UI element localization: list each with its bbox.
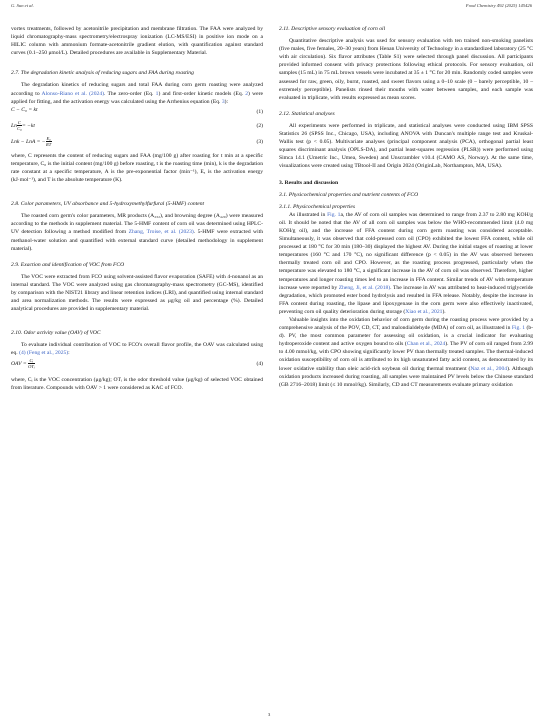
left-column: [11, 25, 263, 392]
equation-3: Lnk − LnA = − $\frac{\text{Eₐ}}{RT}$ (3): [11, 135, 263, 147]
section-2-9-paragraph: The VOC were extracted from FCO using solvent-assisted flavor evaporation (SAFE) with 4-nonanol as an internal standard. The VOC were analyzed using gas chromatography-mass spectrometry (GC-MS), identified by comparison with the NIST21 library and linear retention indices (LRI), and quantified using internal standard and area normalization methods. The results were expressed as μg/kg oil and percentage (%). Detailed analytical procedures are provided in supplementary material.: [11, 273, 263, 313]
section-3-1-1-paragraph-2: Valuable insights into the oxidation behavior of corn germ during the roasting process were provided by a comprehensive analysis of the POV, CD, CT, and malondialdehyde (MDA) of corn oil, as illustrated in Fig. 1 (b-d). PV, the most common parameter for assessing oil oxidation, is a crucial indicator for evaluating hydroperoxide content and active oxygen bound to oils (Chan et al., 2024). The PV of corn oil ranged from 2.99 to 4.00 mmol/kg, with CPO showing significantly lower PV than thermally treated samples. The thermal-induced oxidation susceptibility of corn oil is attributed to its high unsaturated fatty acid content, as demonstrated by its lower oxidative stability than oleic acid-rich soybean oil during thermal treatment (Naz et al., 2004). Although oxidation products increased during roasting, all samples were maintained PV levels below the Chinese standard (GB 2716–2018) limit (≤ 10 mmol/kg). Similarly, CD and CT measurements evaluate primary oxidation: [279, 317, 534, 388]
section-2-7-title: 2.7. The degradation kinetic analysis of reducing sugars and FAA during roasting: [11, 70, 194, 77]
page-number: 3: [268, 712, 271, 717]
equation-link[interactable]: 3: [221, 98, 225, 105]
citation-link[interactable]: Chan et al., 2024: [406, 341, 446, 348]
figure-link[interactable]: Fig. 1: [327, 211, 341, 218]
equation-4: OAV = $\frac{\text{Cᵢ}}{\text{OTᵢ}}$ (4): [11, 357, 263, 369]
running-header-authors: G. Sun et al.: [11, 3, 34, 8]
section-3-title: 3. Results and discussion: [279, 179, 339, 186]
section-2-11-title: 2.11. Descriptive sensory evaluation of corn oil: [279, 26, 386, 32]
paragraph-intro: vortex treatments, followed by acetonitrile precipitation and membrane filtration. The FAA were analyzed by liquid chromatography-mass spectrometry/electrospray ionization (LC-MS/ESI) in positive ion mode on a HILIC column with ammonium formate-acetonitrile gradient elution, with quantification against standard curves (0.1–250 μmol/L). Detailed procedures are available in Supplementary Material.: [11, 26, 263, 57]
section-3-1-title: 3.1. Physicochemical properties and nutrient contents of FCO: [279, 191, 419, 198]
equation-1: C − C₀ = kt (1): [11, 106, 263, 115]
right-column: [279, 25, 533, 389]
equation-variables: where, C represents the content of reducing sugars and FAA (mg/100 g) after roasting for t min at a specific temperature, C₀ is the initial content (mg/100 g) before roasting, t is the roasting time (min), k is the degradation rate constant at a specific temperature, A is the pre-exponential factor (min⁻¹), Eₐ is the activation energy (kJ·mol⁻¹), and T is the absolute temperature (K).: [11, 152, 263, 184]
citation-link[interactable]: Naz et al., 2004: [470, 365, 508, 372]
section-2-10-title: 2.10. Odor activity value (OAV) of VOC: [11, 330, 101, 337]
section-3-1-1-title: 3.1.1. Physicochemical properties: [279, 203, 356, 210]
section-2-7-paragraph: The degradation kinetics of reducing sugars and total FAA during corn germ roasting were analyzed according to Alonso-Riano et al. (2024). The zero-order (Eq. 1) and first-order kinetic models (Eq. 2) were applied for fitting, and the activation energy was calculated using the Arrhenius equation (Eq. 3):: [11, 82, 263, 105]
citation-link[interactable]: Zheng, Ji, et al. (2018): [338, 284, 391, 291]
section-2-10-paragraph: To evaluate individual contribution of VOC to FCO's overall flavor profile, the OAV was calculated using eq. (4) (Feng et al., 2025):: [11, 342, 263, 357]
equation-2: Ln $\frac{C}{\text{C₀}}$ = −kt (2): [11, 119, 263, 131]
citation-link[interactable]: Zhang, Troise, et al. (2023): [128, 229, 194, 236]
section-2-11-paragraph: Quantitative descriptive analysis was used for sensory evaluation with ten trained non-smoking panelists (five males, five females, 20–30 years) from Henan University of Technology in a standardized laboratory (25 °C with air circulation). Six flavor attributes (Table S1) were selected through panel discussion. All participants provided informed consent with privacy protections following ethical protocols. For sensory evaluation, oil samples (15 mL) in 75 mL brown vessels were incubated at 35 ± 1 °C for 20 min. Randomly coded samples were assessed for raw, green, oily, burnt, roasted, and sweet flavors using a 0–10 scale (0 – barely perceptible, 10 – extremely perceptible). Panelists rinsed their mouths with water between samples, and each sample was evaluated in triplicate, with results expressed as mean scores.: [279, 38, 534, 101]
section-2-8-title: 2.8. Color parameters, UV absorbance and 5-hydroxymethylfurfural (5-HMF) content: [11, 201, 205, 208]
equation-link[interactable]: 2: [245, 90, 249, 97]
section-3-1-1-paragraph-1: As illustrated in Fig. 1a, the AV of corn oil samples was determined to range from 2.37 to 2.80 mg KOH/g oil. It should be noted that the AV of all corn oil samples was below the WHO-recommended limit (4.0 mg KOH/g oil), and the increase of FFA content during corn germ roasting was considered acceptable. Simultaneously, it was observed that cold-pressed corn oil (CPO) exhibited the lowest FFA content, while oil processed at 180 °C for 30 min (180–30) displayed the highest AV. During the initial stages of roasting at lower temperatures (160 °C and 170 °C), no significant difference (p < 0.05) in the AV was observed between thermally treated corn oil and CPO. However, as the roasting process progressed, particularly when the temperature was elevated to 180 °C, a significant increase in the AV of corn oil was observed. Therefore, higher temperatures and longer roasting times led to an increase in FFA content. Similar trends of AV with temperature increase were reported by Zheng, Ji, et al. (2018). The increase in AV was attributed to heat-induced triglyceride degradation, which promoted ester bond hydrolysis and resulted in FFA release. Notably, despite the increase in FFA content during roasting, the lipase and lipoxygenase in the corn germ were also effectively inactivated, preventing corn oil quality deterioration during storage (Xiao et al., 2021).: [279, 211, 533, 315]
figure-link[interactable]: Fig. 1: [511, 325, 525, 332]
citation-link[interactable]: (4) (Feng et al., 2025): [19, 350, 69, 357]
section-2-12-title: 2.12. Statistical analyses: [279, 110, 335, 117]
running-header-journal: Food Chemistry 492 (2025) 145426: [465, 3, 532, 8]
equation-link[interactable]: 1: [155, 90, 159, 97]
section-2-12-paragraph: All experiments were performed in triplicate, and statistical analyses were conducted using IBM SPSS Statistics 26 (SPSS Inc., Chicago, USA), including ANOVA with Duncan's multiple range test and Kruskal-Wallis test (p < 0.05). Multivariate analyses (principal component analysis (PCA), orthogonal partial least squares discriminant analysis (OPLS-DA), and partial least-squares regression (PLSR)) were performed using Simca 14.1 (Umetric Inc., Umea, Sweden) and Unscrambler v10.4 (CAMO AS, Norway). At the same time, visualizations were created using TBtool-II and Origin 2024 (OriginLab, Northampton, MA, USA).: [279, 122, 533, 170]
citation-link[interactable]: Xiao et al., 2021: [405, 308, 443, 315]
section-2-8-paragraph: The roasted corn germ's color parameters, MR products (A₂₃₂), and browning degree (A₄₂₀) were measured according to the methods in supplement material. The 5-HMF content of corn oil was determined using HPLC-UV detection following a method modified from Zhang, Troise, et al. (2023). 5-HMF were extracted with methanol-water solution and quantified with external standard curve (detailed methodology in supplement material).: [11, 213, 263, 252]
equation-4-variables: where, Cᵢ is the VOC concentration (μg/kg); OTᵢ is the odor threshold value (μg/kg) of selected VOC obtained from literature. Compounds with OAV > 1 were considered as KAC of FCO.: [11, 376, 263, 391]
section-2-9-title: 2.9. Exaction and identification of VOC from FCO: [11, 261, 125, 268]
citation-link[interactable]: Alonso-Riano et al. (2024): [41, 90, 104, 97]
